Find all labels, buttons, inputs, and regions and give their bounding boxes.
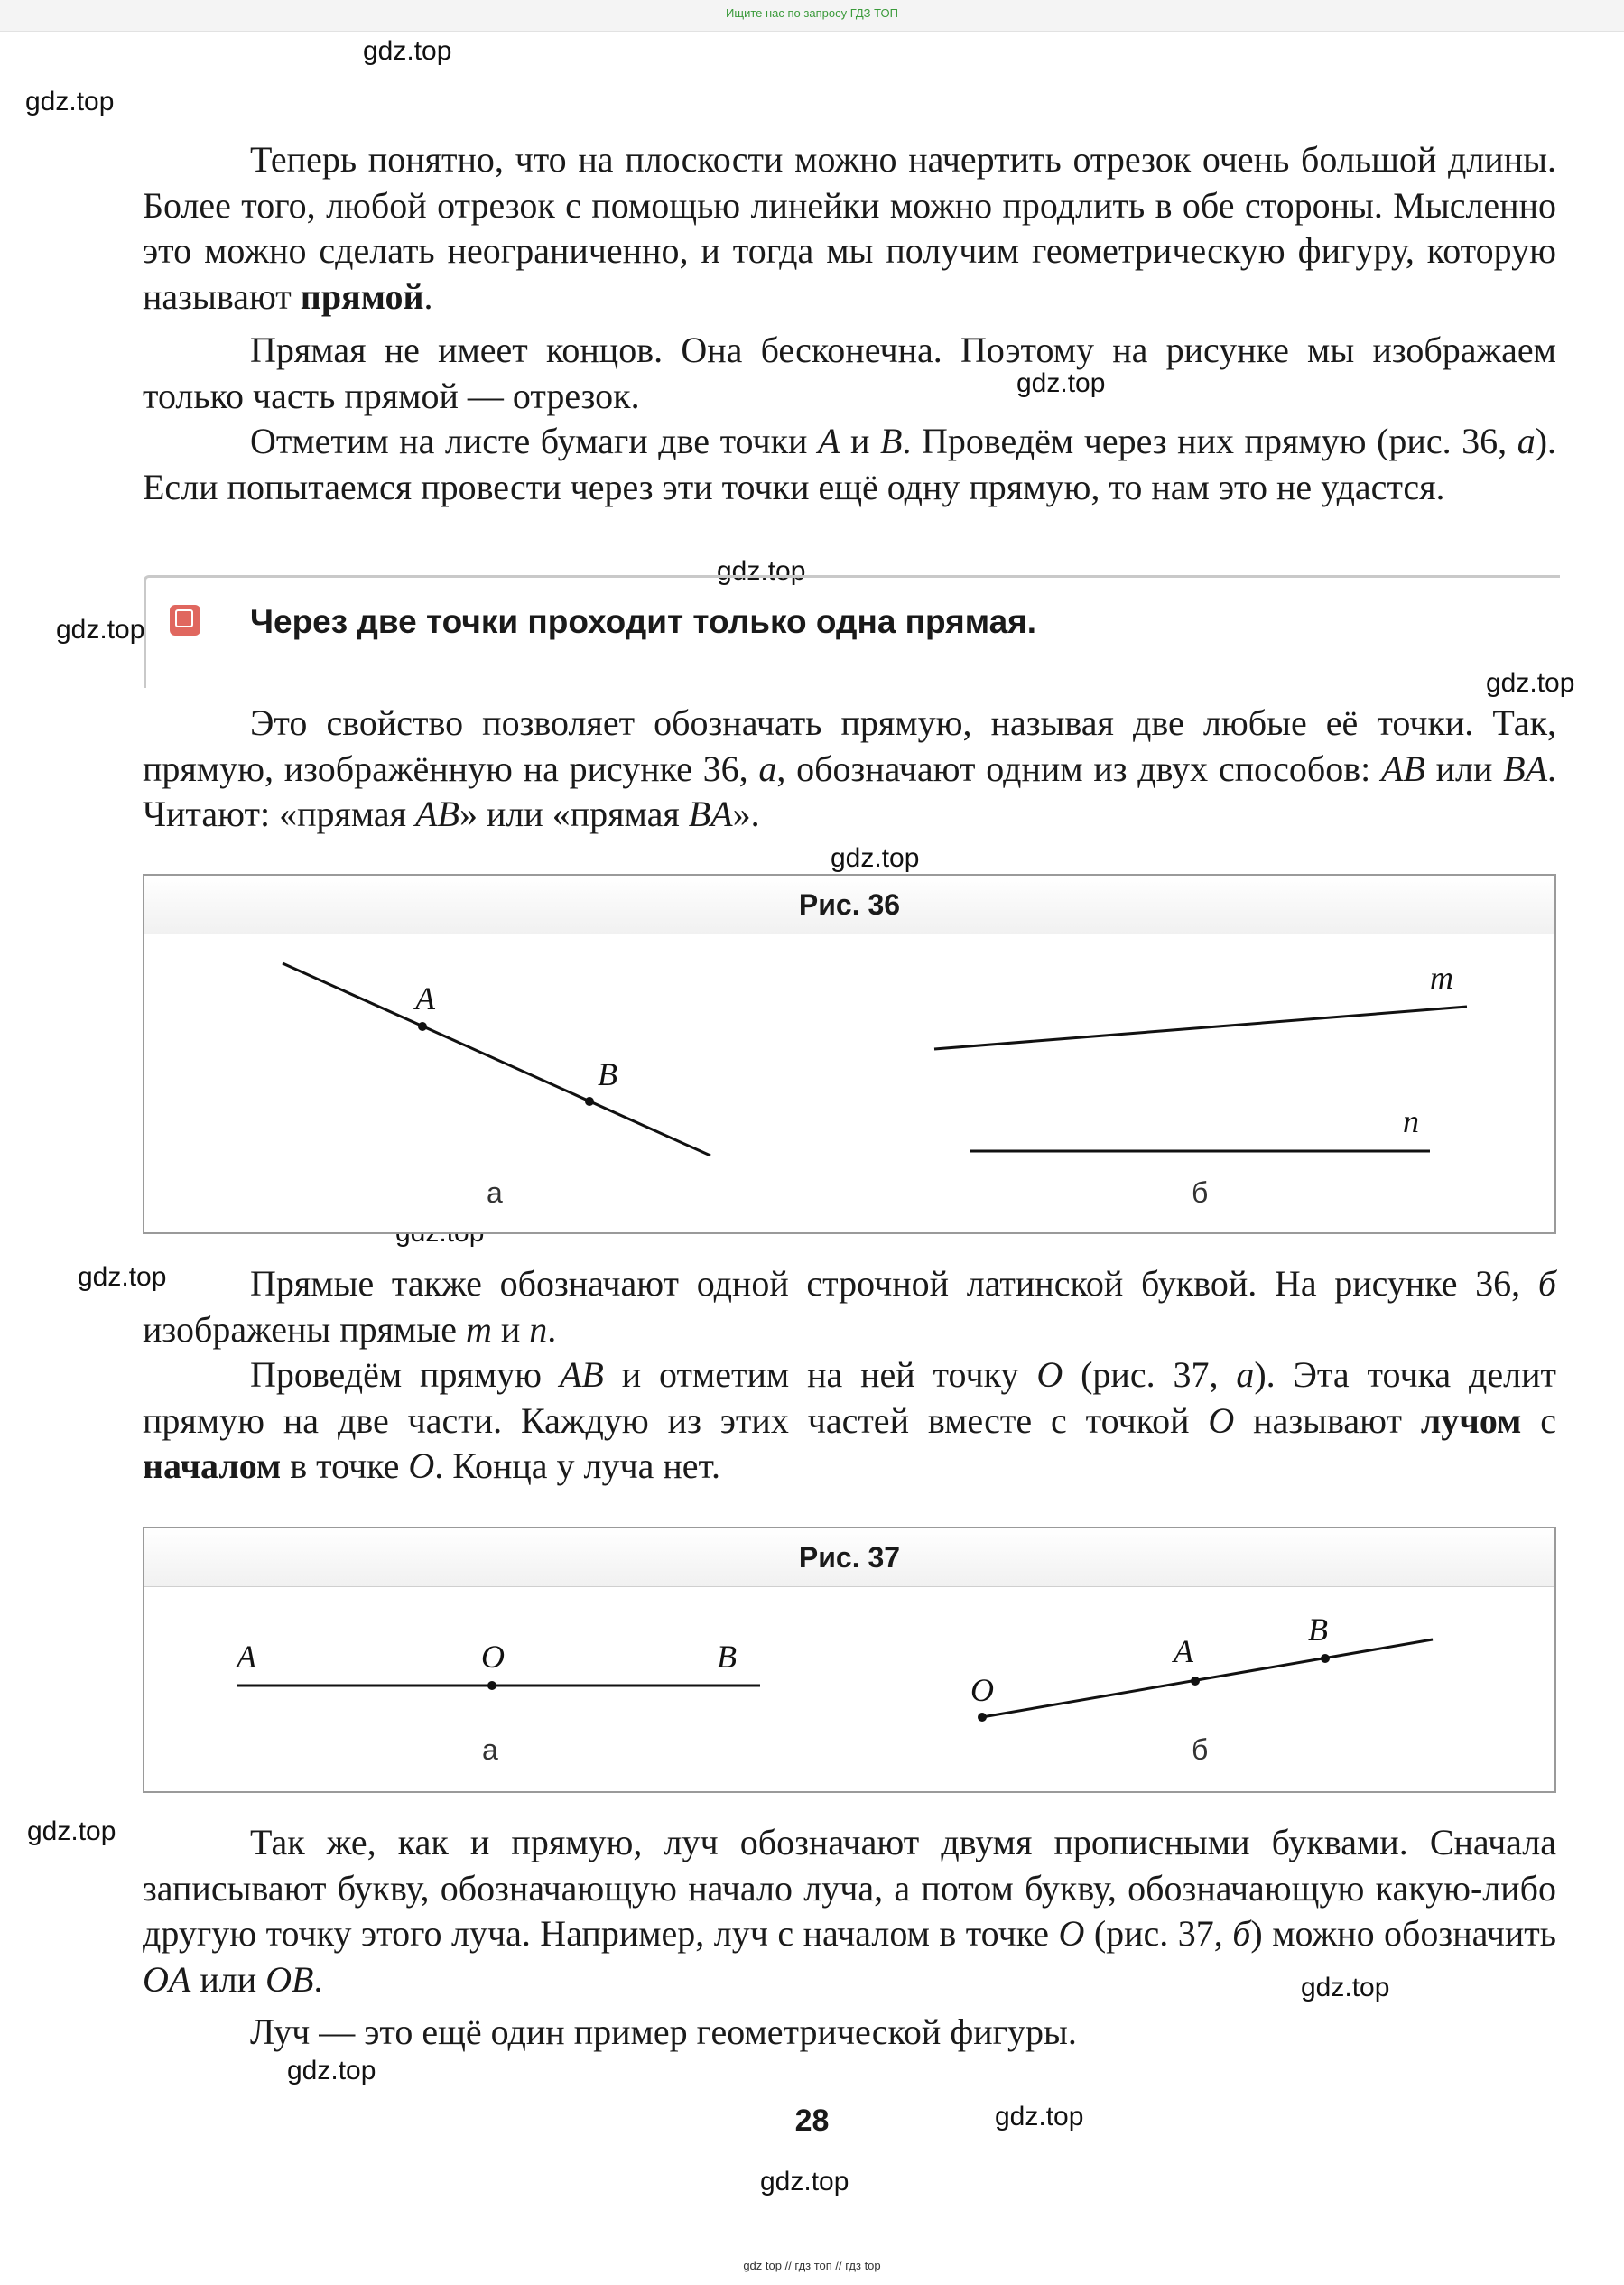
paragraph: Луч — это ещё один пример геометрической фигуры. xyxy=(250,2011,1077,2052)
caption-b: б xyxy=(1192,1733,1209,1766)
watermark: gdz.top xyxy=(1016,368,1106,398)
term-line: прямой xyxy=(300,275,424,317)
paragraph: Это свойство позволяет обозначать прямую, называя две любые её точки. Так, прямую, изображённую на рисунке 36, а, обозначают одним из двух способов: AB или BA. Читают: «прямая AB» или «прямая BA». xyxy=(143,702,1557,834)
watermark: gdz.top xyxy=(760,2167,849,2197)
label-o: O xyxy=(481,1639,505,1675)
paragraph: Так же, как и прямую, луч обозначают двумя прописными буквами. Сначала записывают букву, обозначающую начало луча, а потом букву, обозначающую какую-либо другую точку этого луча. Например, луч с началом в точке O (рис. 37, б) можно обозначить OA или OB. xyxy=(143,1822,1557,2000)
caption-a: а xyxy=(487,1176,503,1209)
watermark: gdz.top xyxy=(25,87,115,116)
label-n: n xyxy=(1403,1103,1419,1139)
point-o xyxy=(487,1681,496,1690)
watermark: gdz.top xyxy=(717,556,806,586)
watermark: gdz.top xyxy=(27,1816,116,1846)
paragraph: Прямая не имеет концов. Она бесконечна. Поэтому на рисунке мы изображаем только часть прямой — отрезок. xyxy=(143,330,1556,416)
label-m: m xyxy=(1430,960,1453,996)
label-b: B xyxy=(1308,1612,1328,1648)
ray-line-b xyxy=(982,1639,1433,1717)
line-ab xyxy=(283,963,710,1156)
label-a: A xyxy=(237,1639,256,1675)
point-a xyxy=(1191,1677,1200,1686)
paragraph: Прямые также обозначают одной строчной латинской буквой. На рисунке 36, б изображены прямые m и n. xyxy=(143,1263,1556,1350)
point-a xyxy=(418,1022,427,1031)
footer-text: gdz top // гдз топ // гдз top xyxy=(743,2259,881,2272)
paragraph: Проведём прямую AB и отметим на ней точку O (рис. 37, а). Эта точка делит прямую на две части. Каждую из этих частей вместе с точкой O называют лучом с началом в точке O. Конца у луча нет. xyxy=(143,1354,1556,1486)
page-number: 28 xyxy=(794,2104,830,2138)
point-b xyxy=(585,1097,594,1106)
paragraph: Отметим на листе бумаги две точки A и B. Проведём через них прямую (рис. 36, а). Если попытаемся провести через эти точки ещё одну прямую, то нам это не удастся. xyxy=(143,421,1557,507)
figure-37-drawing xyxy=(144,1528,1558,1795)
figure-title: Рис. 36 xyxy=(144,876,1554,934)
caption-b: б xyxy=(1192,1176,1209,1209)
rule-text: Через две точки проходит только одна прямая. xyxy=(250,603,1037,640)
point-b xyxy=(1321,1654,1330,1663)
watermark: gdz.top xyxy=(287,2056,376,2085)
label-b: B xyxy=(598,1056,617,1092)
figure-36-drawing xyxy=(144,876,1558,1236)
watermark: gdz.top xyxy=(831,843,920,873)
label-a: A xyxy=(415,980,435,1017)
watermark: gdz.top xyxy=(56,615,145,645)
watermark: gdz.top xyxy=(1301,1973,1390,2002)
caption-a: а xyxy=(482,1733,498,1766)
watermark: gdz.top xyxy=(995,2102,1084,2132)
top-banner-text: Ищите нас по запросу ГДЗ ТОП xyxy=(726,6,898,20)
watermark: gdz.top xyxy=(78,1262,167,1292)
label-b: B xyxy=(717,1639,737,1675)
watermark: gdz.top xyxy=(363,36,452,66)
label-a: A xyxy=(1174,1633,1193,1669)
checkbox-icon xyxy=(170,605,200,636)
figure-title: Рис. 37 xyxy=(144,1528,1554,1587)
watermark: gdz.top xyxy=(1486,668,1575,698)
figure-36 xyxy=(143,874,1556,1234)
line-m xyxy=(934,1007,1467,1049)
figure-37 xyxy=(143,1527,1556,1793)
top-banner xyxy=(0,0,1624,32)
label-o: O xyxy=(970,1672,994,1708)
paragraph: Теперь понятно, что на плоскости можно начертить отрезок очень большой длины. Более того, любой отрезок с помощью линейки можно продлить в обе стороны. Мысленно это можно сделать неограниченно, и тогда мы получим геометрическую фигуру, которую называют прямой. xyxy=(143,139,1556,317)
point-o xyxy=(978,1713,987,1722)
